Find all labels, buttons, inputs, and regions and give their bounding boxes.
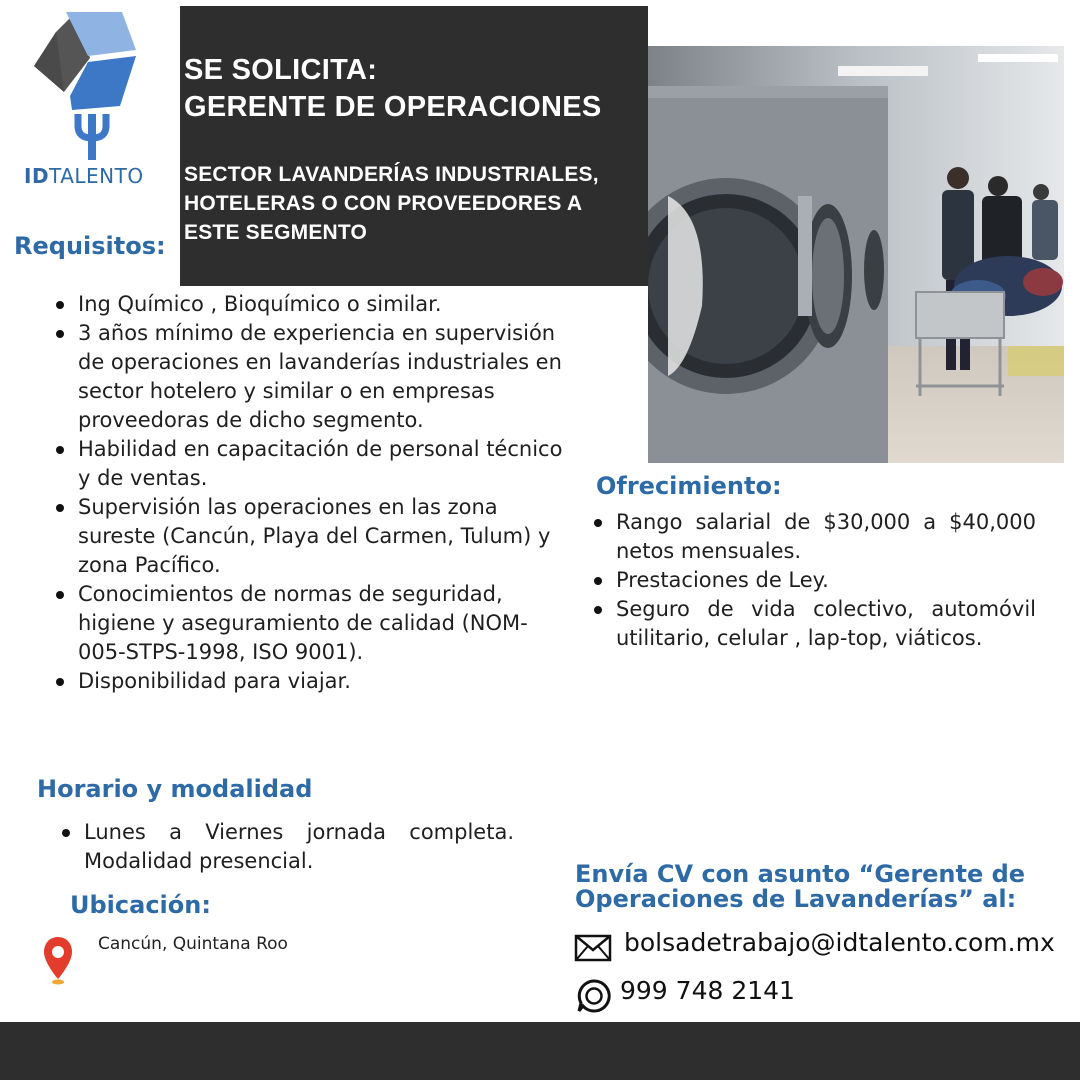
cv-title-line: Envía CV con asunto “Gerente de <box>575 860 1026 888</box>
sector-line: HOTELERAS O CON PROVEEDORES A <box>184 192 583 215</box>
list-item: Lunes a Viernes jornada completa. Modalidad presencial. <box>58 818 514 876</box>
idtalento-logo-icon <box>30 10 140 160</box>
list-item: Prestaciones de Ley. <box>590 566 1036 595</box>
header-title-line1: SE SOLICITA: <box>184 54 378 86</box>
list-item: Disponibilidad para viajar. <box>52 667 572 696</box>
requisitos-heading: Requisitos: <box>14 232 166 260</box>
brand-logo <box>22 8 162 188</box>
sector-line: SECTOR LAVANDERÍAS INDUSTRIALES, <box>184 163 599 186</box>
horario-list <box>58 818 514 876</box>
ofrecimiento-list <box>590 508 1036 653</box>
envelope-icon <box>574 934 612 962</box>
list-item: Rango salarial de $30,000 a $40,000 netos mensuales. <box>590 508 1036 566</box>
map-pin-icon <box>42 935 74 987</box>
location-text: Cancún, Quintana Roo <box>98 934 288 954</box>
cv-instructions <box>575 862 1031 912</box>
job-header <box>180 6 648 286</box>
whatsapp-icon <box>576 978 612 1014</box>
footer-bar <box>0 1022 1080 1080</box>
cv-title-line: Operaciones de Lavanderías” al: <box>575 885 1017 913</box>
ofrecimiento-heading: Ofrecimiento: <box>596 472 782 500</box>
contact-email[interactable]: bolsadetrabajo@idtalento.com.mx <box>624 928 1055 957</box>
brand-name: IDTALENTO <box>24 164 144 188</box>
list-item: 3 años mínimo de experiencia en supervisión de operaciones en lavanderías industriales en sector hotelero y similar o en empresas proveedoras de dicho segmento. <box>52 319 572 435</box>
header-sector <box>184 160 648 247</box>
list-item: Habilidad en capacitación de personal técnico y de ventas. <box>52 435 572 493</box>
laundry-photo <box>648 46 1064 463</box>
list-item: Conocimientos de normas de seguridad, higiene y aseguramiento de calidad (NOM-005-STPS-1998, ISO 9001). <box>52 580 572 667</box>
header-title-line2: GERENTE DE OPERACIONES <box>184 91 602 123</box>
list-item: Seguro de vida colectivo, automóvil utilitario, celular , lap-top, viáticos. <box>590 595 1036 653</box>
sector-line: ESTE SEGMENTO <box>184 221 368 244</box>
contact-phone[interactable]: 999 748 2141 <box>620 976 795 1005</box>
ubicacion-heading: Ubicación: <box>70 891 211 919</box>
horario-heading: Horario y modalidad <box>37 775 313 803</box>
list-item: Ing Químico , Bioquímico o similar. <box>52 290 572 319</box>
requisitos-list <box>52 290 572 696</box>
list-item: Supervisión las operaciones en las zona sureste (Cancún, Playa del Carmen, Tulum) y zona Pacífico. <box>52 493 572 580</box>
